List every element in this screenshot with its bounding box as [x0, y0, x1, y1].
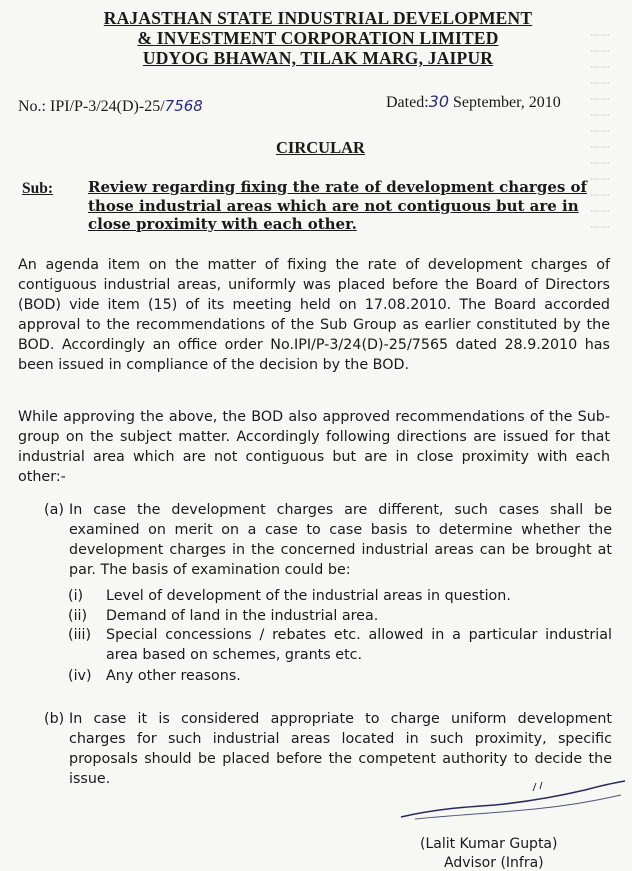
direction-b-text: In case it is considered appropriate to charge uniform development charges for such industrial areas located in such proximity, specific proposals should be placed before the competent authority to decide the issue.	[69, 711, 612, 787]
reference-number	[18, 97, 203, 116]
direction-a	[44, 500, 612, 580]
subject-label: Sub:	[22, 180, 54, 197]
date-line	[386, 92, 561, 112]
subitem-ii-marker: (ii)	[68, 608, 88, 624]
signature	[395, 775, 630, 830]
subitem-ii-text: Demand of land in the industrial area.	[106, 608, 379, 624]
document-title: CIRCULAR	[276, 138, 365, 157]
paragraph-1: An agenda item on the matter of fixing the rate of development charges of contiguous industrial areas, uniformly was placed before the Board of Directors (BOD) vide item (15) of its meeting held on 17.08.2010. The Board accorded approval to the recommendations of the Sub Group as earlier constituted by the BOD. Accordingly an office order No.IPI/P-3/24(D)-25/7565 dated 28.9.2010 has been issued in compliance of the decision by the BOD.	[18, 257, 610, 373]
signatory-name: (Lalit Kumar Gupta)	[420, 836, 558, 852]
subitem-iv-text: Any other reasons.	[106, 668, 241, 684]
direction-b-marker: (b)	[44, 711, 65, 727]
subitem-i	[68, 586, 612, 606]
subitem-i-text: Level of development of the industrial areas in question.	[106, 588, 511, 604]
org-name-line2: & INVESTMENT CORPORATION LIMITED	[137, 28, 499, 48]
subitem-i-marker: (i)	[68, 588, 84, 604]
direction-a-text: In case the development charges are different, such cases shall be examined on merit on a case to case basis to determine whether the development charges in the concerned industrial areas can be brought at par. The basis of examination could be:	[69, 502, 612, 578]
reference-number-printed: No.: IPI/P-3/24(D)-25/	[18, 98, 165, 115]
subitem-iii-text: Special concessions / rebates etc. allowed in a particular industrial area based on schemes, grants etc.	[106, 627, 612, 663]
org-name-line1: RAJASTHAN STATE INDUSTRIAL DEVELOPMENT	[103, 8, 533, 28]
date-label: Dated:	[386, 94, 429, 111]
subitem-ii	[68, 606, 612, 626]
bleed-through-decoration: ······· ······· ······· ······· ······· ······· ······· ······· ······· ······· ······· ······· ·······	[590, 31, 611, 233]
direction-a-marker: (a)	[44, 502, 64, 518]
subitem-iii	[68, 625, 612, 665]
subitem-iv	[68, 666, 612, 686]
date-day-handwritten: 30	[428, 92, 450, 111]
signatory-designation: Advisor (Infra)	[444, 855, 544, 871]
subitem-iv-marker: (iv)	[68, 668, 92, 684]
subitem-iii-marker: (iii)	[68, 627, 92, 643]
paragraph-2: While approving the above, the BOD also approved recommendations of the Sub-group on the subject matter. Accordingly following directions are issued for that industrial area which are not contiguous but are in close proximity with each other:-	[18, 409, 610, 485]
date-month-year: September, 2010	[449, 94, 561, 111]
subject-text: Review regarding fixing the rate of development charges of those industrial areas which are not contiguous but are in close proximity with each other.	[88, 178, 587, 233]
org-address: UDYOG BHAWAN, TILAK MARG, JAIPUR	[142, 48, 494, 68]
reference-number-handwritten: 7568	[164, 97, 203, 115]
